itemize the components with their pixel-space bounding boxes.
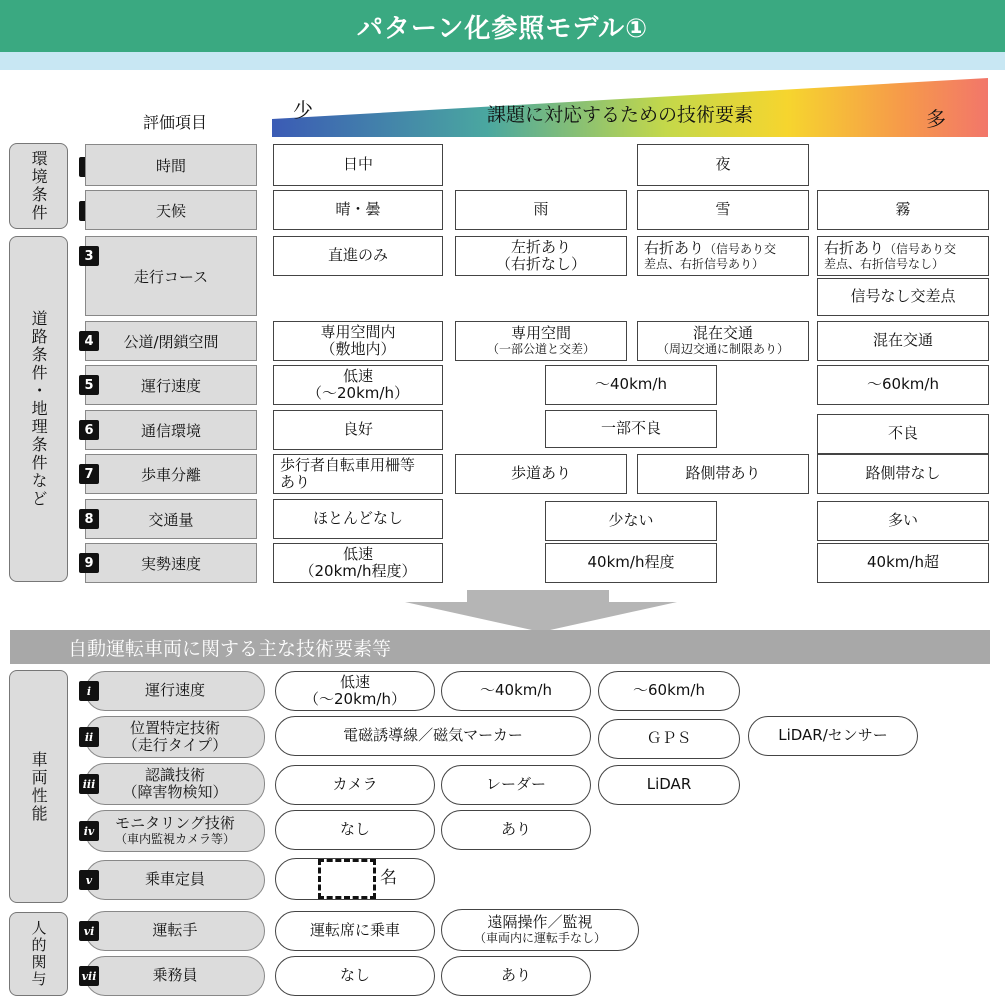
gradient-many-label: 多 [926, 107, 946, 131]
item-number: 4 [79, 331, 99, 351]
group-human-label: 人的関与 [29, 920, 48, 988]
tech-item-number: ii [79, 727, 99, 747]
tech-item-number: v [79, 870, 99, 890]
option-unsignalized-intersection: 信号なし交差点 [817, 278, 989, 316]
option-few: 少ない [545, 501, 717, 541]
option-text: （敷地内） [320, 340, 396, 358]
item-number: 3 [79, 246, 99, 266]
option-snow: 雪 [637, 190, 809, 230]
option-over-40kmh: 40km/h超 [817, 543, 989, 583]
group-vehicle [9, 670, 68, 903]
option-text: （右折なし） [495, 255, 586, 273]
option-daytime: 日中 [273, 144, 443, 186]
item-pedestrian-separation: 歩車分離 [85, 454, 257, 494]
option-text: 右折あり（信号あり交 [824, 239, 957, 258]
tech-option-magnetic: 電磁誘導線／磁気マーカー [275, 716, 591, 756]
group-road-label: 道路条件・地理条件など [29, 310, 49, 508]
option-text: 左折あり [510, 237, 571, 256]
capacity-blank-box [318, 859, 376, 899]
option-60kmh: ～60km/h [817, 365, 989, 405]
option-low-speed-20 [273, 543, 443, 583]
option-mixed-restricted [637, 321, 809, 361]
tech-option-crew-none: なし [275, 956, 435, 996]
option-partly-poor: 一部不良 [545, 410, 717, 448]
tech-item-speed: 運行速度 [85, 671, 265, 711]
tech-item-number: i [79, 681, 99, 701]
group-vehicle-label: 車両性能 [29, 750, 49, 823]
tech-item-monitoring [85, 810, 265, 852]
option-night: 夜 [637, 144, 809, 186]
group-environment-label: 環境条件 [29, 150, 49, 222]
tech-item-number: vii [79, 966, 99, 986]
option-text: あり [280, 473, 311, 491]
tech-option-low-speed [275, 671, 435, 711]
option-text: （～20km/h） [304, 690, 406, 708]
tech-item-number: vi [79, 921, 99, 941]
option-text: 専用空間内 [320, 322, 396, 341]
item-number: 5 [79, 375, 99, 395]
tech-item-number: iii [79, 774, 99, 794]
option-text: 専用空間 [510, 324, 571, 343]
item-number: 8 [79, 509, 99, 529]
tech-option-lidar: LiDAR [598, 765, 740, 805]
option-good: 良好 [273, 410, 443, 450]
tech-option-radar: レーダー [441, 765, 591, 805]
item-road-space: 公道/閉鎖空間 [85, 321, 257, 361]
tech-option-none: なし [275, 810, 435, 850]
item-time: 時間 [85, 144, 257, 186]
header-band [0, 52, 1005, 70]
down-arrow-icon [405, 590, 677, 632]
tech-option-remote [441, 909, 639, 951]
tech-item-label: 認識技術 [144, 765, 205, 784]
option-text: 低速 [342, 366, 373, 385]
item-number: 9 [79, 553, 99, 573]
tech-option-gps: ＧＰＳ [598, 719, 740, 759]
item-traffic-volume: 交通量 [85, 499, 257, 539]
section-title: 自動運転車両に関する主な技術要素等 [10, 630, 990, 664]
item-number: 7 [79, 464, 99, 484]
option-text: 差点、右折信号あり） [644, 256, 765, 271]
gradient-title: 課題に対応するための技術要素 [486, 104, 753, 126]
tech-option-camera: カメラ [275, 765, 435, 805]
item-course: 走行コース [85, 236, 257, 316]
option-low-speed [273, 365, 443, 405]
tech-item-sublabel: （走行タイプ） [122, 736, 228, 754]
tech-option-60kmh: ～60km/h [598, 671, 740, 711]
tech-item-recognition [85, 763, 265, 805]
option-dedicated-partial [455, 321, 627, 361]
option-text: 歩行者自転車用柵等 [280, 455, 416, 474]
option-left-turn [455, 236, 627, 276]
option-mixed-traffic: 混在交通 [817, 321, 989, 361]
item-actual-speed: 実勢速度 [85, 543, 257, 583]
option-text: （車両内に運転手なし） [473, 930, 606, 945]
option-rain: 雨 [455, 190, 627, 230]
group-human [9, 912, 68, 996]
tech-item-capacity: 乗車定員 [85, 860, 265, 900]
option-sunny-cloudy: 晴・曇 [273, 190, 443, 230]
option-text: 右折あり（信号あり交 [644, 239, 777, 258]
item-weather: 天候 [85, 190, 257, 230]
tech-option-capacity [275, 858, 435, 900]
tech-option-lidar-sensor: LiDAR/センサー [748, 716, 918, 756]
item-number: 6 [79, 420, 99, 440]
option-text: （一部公道と交差） [486, 341, 595, 356]
option-fog: 霧 [817, 190, 989, 230]
tech-option-present: あり [441, 810, 591, 850]
option-text: （20km/h程度） [299, 562, 417, 580]
option-text: 混在交通 [692, 324, 753, 343]
tech-item-driver: 運転手 [85, 911, 265, 951]
tech-item-sublabel: （車内監視カメラ等） [114, 831, 235, 846]
tech-item-label: 位置特定技術 [129, 718, 220, 737]
tech-item-label: モニタリング技術 [115, 814, 235, 833]
option-text: 低速 [339, 672, 370, 691]
option-right-turn-signal [637, 236, 809, 276]
option-straight-only: 直進のみ [273, 236, 443, 276]
capacity-unit: 名 [380, 868, 397, 889]
item-operation-speed: 運行速度 [85, 365, 257, 405]
option-40kmh: ～40km/h [545, 365, 717, 405]
tech-option-driver-seat: 運転席に乗車 [275, 911, 435, 951]
option-text: 差点、右折信号なし） [824, 256, 945, 271]
option-sidewalk: 歩道あり [455, 454, 627, 494]
tech-item-number: iv [79, 821, 99, 841]
tech-item-positioning [85, 716, 265, 758]
option-no-roadside-strip: 路側帯なし [817, 454, 989, 494]
option-roadside-strip: 路側帯あり [637, 454, 809, 494]
option-40kmh-approx: 40km/h程度 [545, 543, 717, 583]
option-fence [273, 454, 443, 494]
option-text: （周辺交通に制限あり） [656, 341, 789, 356]
gradient-few-label: 少 [293, 98, 313, 122]
option-poor: 不良 [817, 414, 989, 454]
tech-option-crew-present: あり [441, 956, 591, 996]
page-title: パターン化参照モデル① [0, 0, 1005, 52]
tech-item-crew: 乗務員 [85, 956, 265, 996]
tech-item-sublabel: （障害物検知） [122, 783, 228, 801]
option-almost-none: ほとんどなし [273, 499, 443, 539]
option-many: 多い [817, 501, 989, 541]
option-text: 遠隔操作／監視 [487, 913, 593, 932]
option-right-turn-no-signal [817, 236, 989, 276]
evaluation-items-heading: 評価項目 [142, 113, 207, 132]
option-text: （～20km/h） [307, 384, 409, 402]
group-road [9, 236, 68, 582]
group-environment [9, 143, 68, 229]
option-text: 低速 [342, 544, 373, 563]
item-communication: 通信環境 [85, 410, 257, 450]
tech-option-40kmh: ～40km/h [441, 671, 591, 711]
option-dedicated-space [273, 321, 443, 361]
